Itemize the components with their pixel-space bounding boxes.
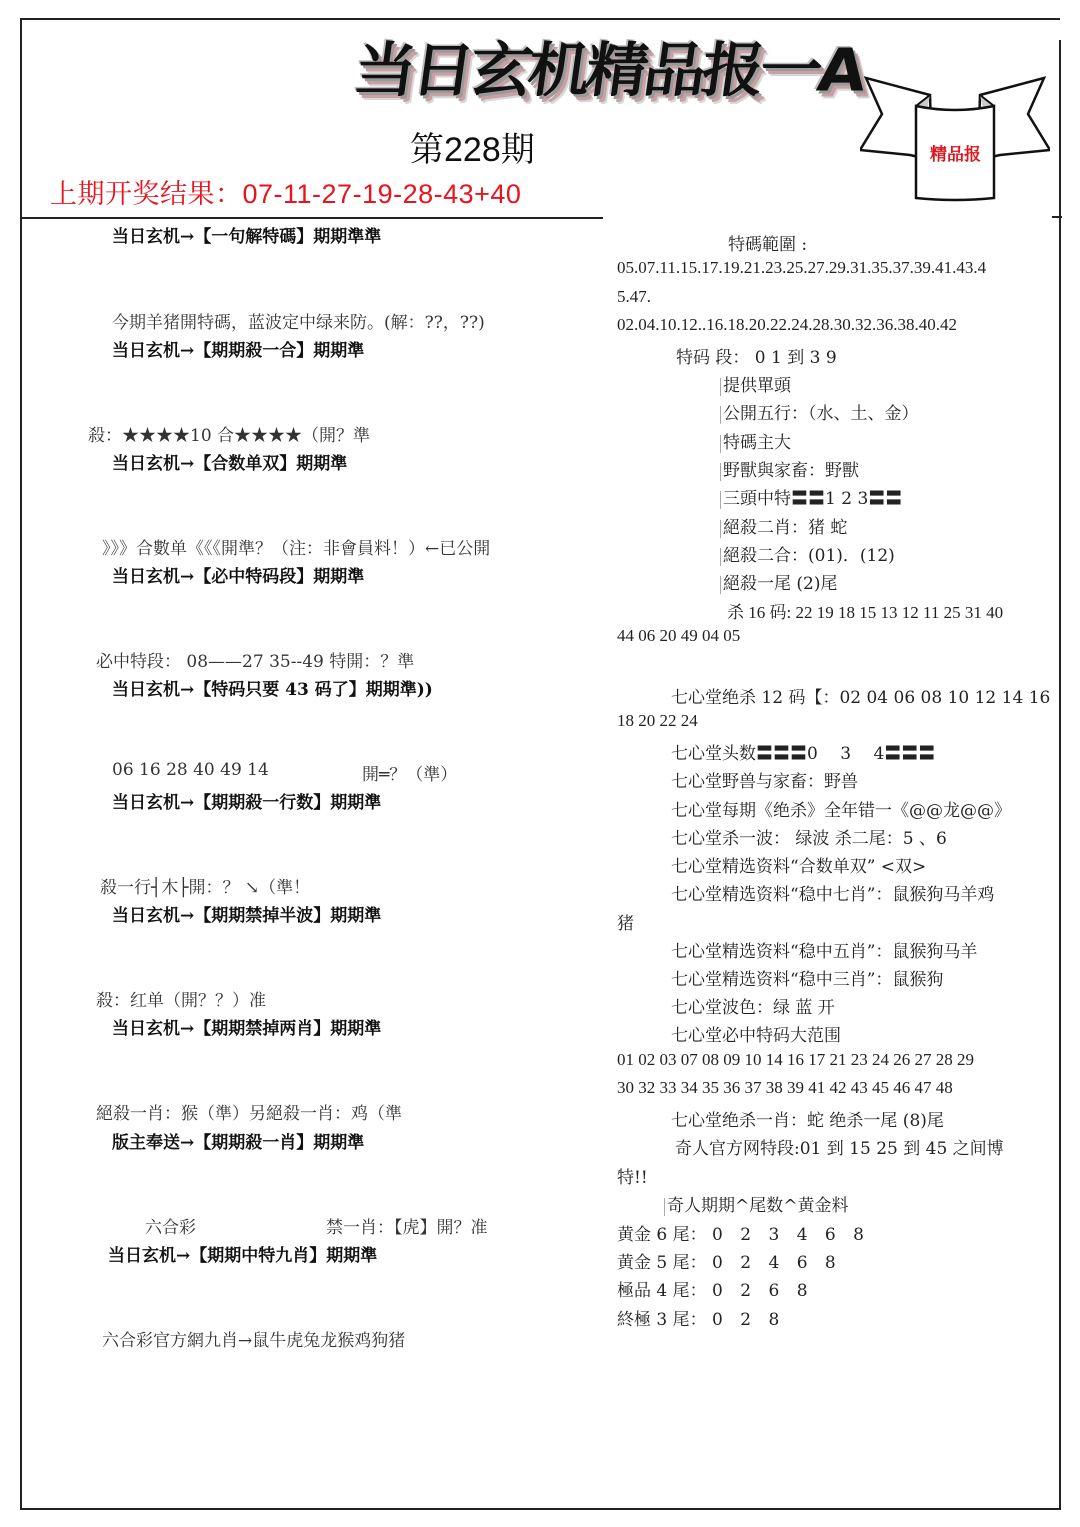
qixintang-wild-domestic: 七心堂野兽与家畜：野兽 <box>671 772 858 792</box>
qixintang-kill-wave: 七心堂杀一波： 绿波 杀二尾：5 、6 <box>671 829 947 849</box>
section-content: 殺：红单（開？？）准 <box>96 991 266 1011</box>
range-line: 05.07.11.15.17.19.21.23.25.27.29.31.35.37.39.41.43.4 <box>617 258 987 277</box>
section-heading: 版主奉送→【期期殺一肖】期期準 <box>112 1133 365 1153</box>
gold-row-values: 0 2 3 4 6 8 <box>712 1225 870 1245</box>
last-result-numbers: 07-11-27-19-28-43+40 <box>242 179 522 209</box>
section-content: 》》》合數单《《《開準？（注：非會員料！）←已公開 <box>102 539 491 559</box>
qixintang-big-range-title: 七心堂必中特码大范围 <box>671 1026 841 1046</box>
qixintang-kill-one: 七心堂绝杀一肖：蛇 绝杀一尾 (8)尾 <box>671 1111 944 1131</box>
qiren-segment: 特!! <box>617 1168 648 1188</box>
kill-16-line: 杀 16 码: 22 19 18 15 13 12 11 25 31 40 <box>727 603 1004 622</box>
section-heading: 当日玄机→【必中特码段】期期準 <box>112 567 365 587</box>
header-divider-tick <box>1052 216 1062 218</box>
banner-title: 当日玄机精品报一A <box>349 35 868 105</box>
section-heading: 当日玄机→【一句解特碼】期期準準 <box>112 227 382 247</box>
gold-row <box>617 1248 842 1273</box>
gold-row-values: 0 2 4 6 8 <box>712 1253 842 1273</box>
section-content: 六合彩 <box>145 1218 196 1238</box>
section-content: 今期羊猪開特碼，蓝波定中绿来防。(解：??，??) <box>112 313 485 333</box>
section-content: 殺一行┤木├開：？ ↘（準！ <box>100 878 311 898</box>
qixintang-seven-zodiac: 猪 <box>617 914 634 934</box>
info-item: 特碼主大 <box>720 428 791 453</box>
section-heading: 当日玄机→【特码只要 43 码了】期期準)) <box>112 680 433 700</box>
gold-row-label: 黄金 5 尾： <box>617 1253 707 1273</box>
qixintang-kill12: 七心堂绝杀 12 码【：02 04 06 08 10 12 14 16 <box>671 688 1051 708</box>
section-heading: 当日玄机→【期期禁掉半波】期期準 <box>112 906 382 926</box>
qixintang-odd-even: 七心堂精选资料“合数单双” <双> <box>671 857 927 877</box>
section-content: 06 16 28 40 49 14 <box>112 760 269 780</box>
qixintang-big-range: 30 32 33 34 35 36 37 38 39 41 42 43 45 46 47 48 <box>617 1078 953 1097</box>
kill-16-line: 44 06 20 49 04 05 <box>617 626 741 645</box>
info-item: 絕殺二肖：猪 蛇 <box>720 513 847 538</box>
section-content: 殺：★★★★10 合★★★★（開？準 <box>88 426 371 446</box>
special-segment: 特码 段： 0 1 到 3 9 <box>676 348 837 368</box>
section-heading: 当日玄机→【期期中特九肖】期期準 <box>108 1246 378 1266</box>
section-heading: 当日玄机→【期期殺一行数】期期準 <box>112 793 382 813</box>
info-item: 野獸與家畜：野獸 <box>720 456 859 481</box>
section-heading: 当日玄机→【期期禁掉两肖】期期準 <box>112 1019 382 1039</box>
qixintang-wave-color: 七心堂波色：绿 蓝 开 <box>671 998 835 1018</box>
section-content-right: 禁一肖：【虎】開？准 <box>326 1218 488 1238</box>
gold-row <box>617 1220 870 1245</box>
qiren-segment: 奇人官方网特段:01 到 15 25 到 45 之间博 <box>675 1139 1004 1159</box>
last-result <box>50 172 521 211</box>
qixintang-seven-zodiac: 七心堂精选资料“稳中七肖”：鼠猴狗马羊鸡 <box>671 885 995 905</box>
gold-row-label: 極品 4 尾： <box>617 1281 707 1301</box>
qixintang-kill12: 18 20 22 24 <box>617 711 698 730</box>
qixintang-big-range: 01 02 03 07 08 09 10 14 16 17 21 23 24 26 27 28 29 <box>617 1050 974 1069</box>
gold-row-label: 終極 3 尾： <box>617 1310 707 1330</box>
qixintang-yearly-kill: 七心堂每期《绝杀》全年错一《@@龙@@》 <box>671 801 1011 821</box>
range-line: 02.04.10.12..16.18.20.22.24.28.30.32.36.38.40.42 <box>617 315 957 334</box>
info-item: 絕殺一尾 (2)尾 <box>720 569 837 594</box>
qixintang-five-zodiac: 七心堂精选资料“稳中五肖”：鼠猴狗马羊 <box>671 942 978 962</box>
section-heading: 当日玄机→【期期殺一合】期期準 <box>112 341 365 361</box>
info-item: 提供單頭 <box>720 371 791 396</box>
section-content-right: 開═？（準） <box>362 765 458 785</box>
gold-row <box>617 1276 814 1301</box>
gold-row <box>617 1305 785 1330</box>
gold-row-label: 黄金 6 尾： <box>617 1225 707 1245</box>
range-line: 5.47. <box>617 287 651 306</box>
qixintang-head-numbers: 七心堂头数〓〓〓0 3 4〓〓〓 <box>671 744 936 764</box>
section-heading: 当日玄机→【合数单双】期期準 <box>112 454 348 474</box>
gold-row-values: 0 2 6 8 <box>712 1281 814 1301</box>
info-item: 三頭中特〓〓1 2 3〓〓 <box>720 484 902 509</box>
section-content: 必中特段： 08——27 35--49 特開：？準 <box>96 652 415 672</box>
section-content: 六合彩官方網九肖→鼠牛虎兔龙猴鸡狗猪 <box>102 1331 406 1351</box>
page-frame-right <box>1059 40 1061 1510</box>
ribbon-badge-icon <box>860 70 1050 205</box>
range-title: 特碼範圍 : <box>728 235 808 255</box>
info-item: 公開五行：（水、土、金） <box>720 399 919 424</box>
header-divider <box>20 217 603 219</box>
info-item: 絕殺二合：(01)．(12) <box>720 541 895 566</box>
section-content: 絕殺一肖：猴（準）另絕殺一肖：鸡（準 <box>96 1104 402 1124</box>
gold-title: 奇人期期^尾数^黄金料 <box>664 1191 849 1216</box>
gold-row-values: 0 2 8 <box>712 1310 786 1330</box>
issue-number: 第228期 <box>410 131 535 169</box>
ribbon-label: 精品报 <box>930 145 981 165</box>
last-result-label: 上期开奖结果： <box>50 179 243 209</box>
qixintang-three-zodiac: 七心堂精选资料“稳中三肖”：鼠猴狗 <box>671 970 944 990</box>
